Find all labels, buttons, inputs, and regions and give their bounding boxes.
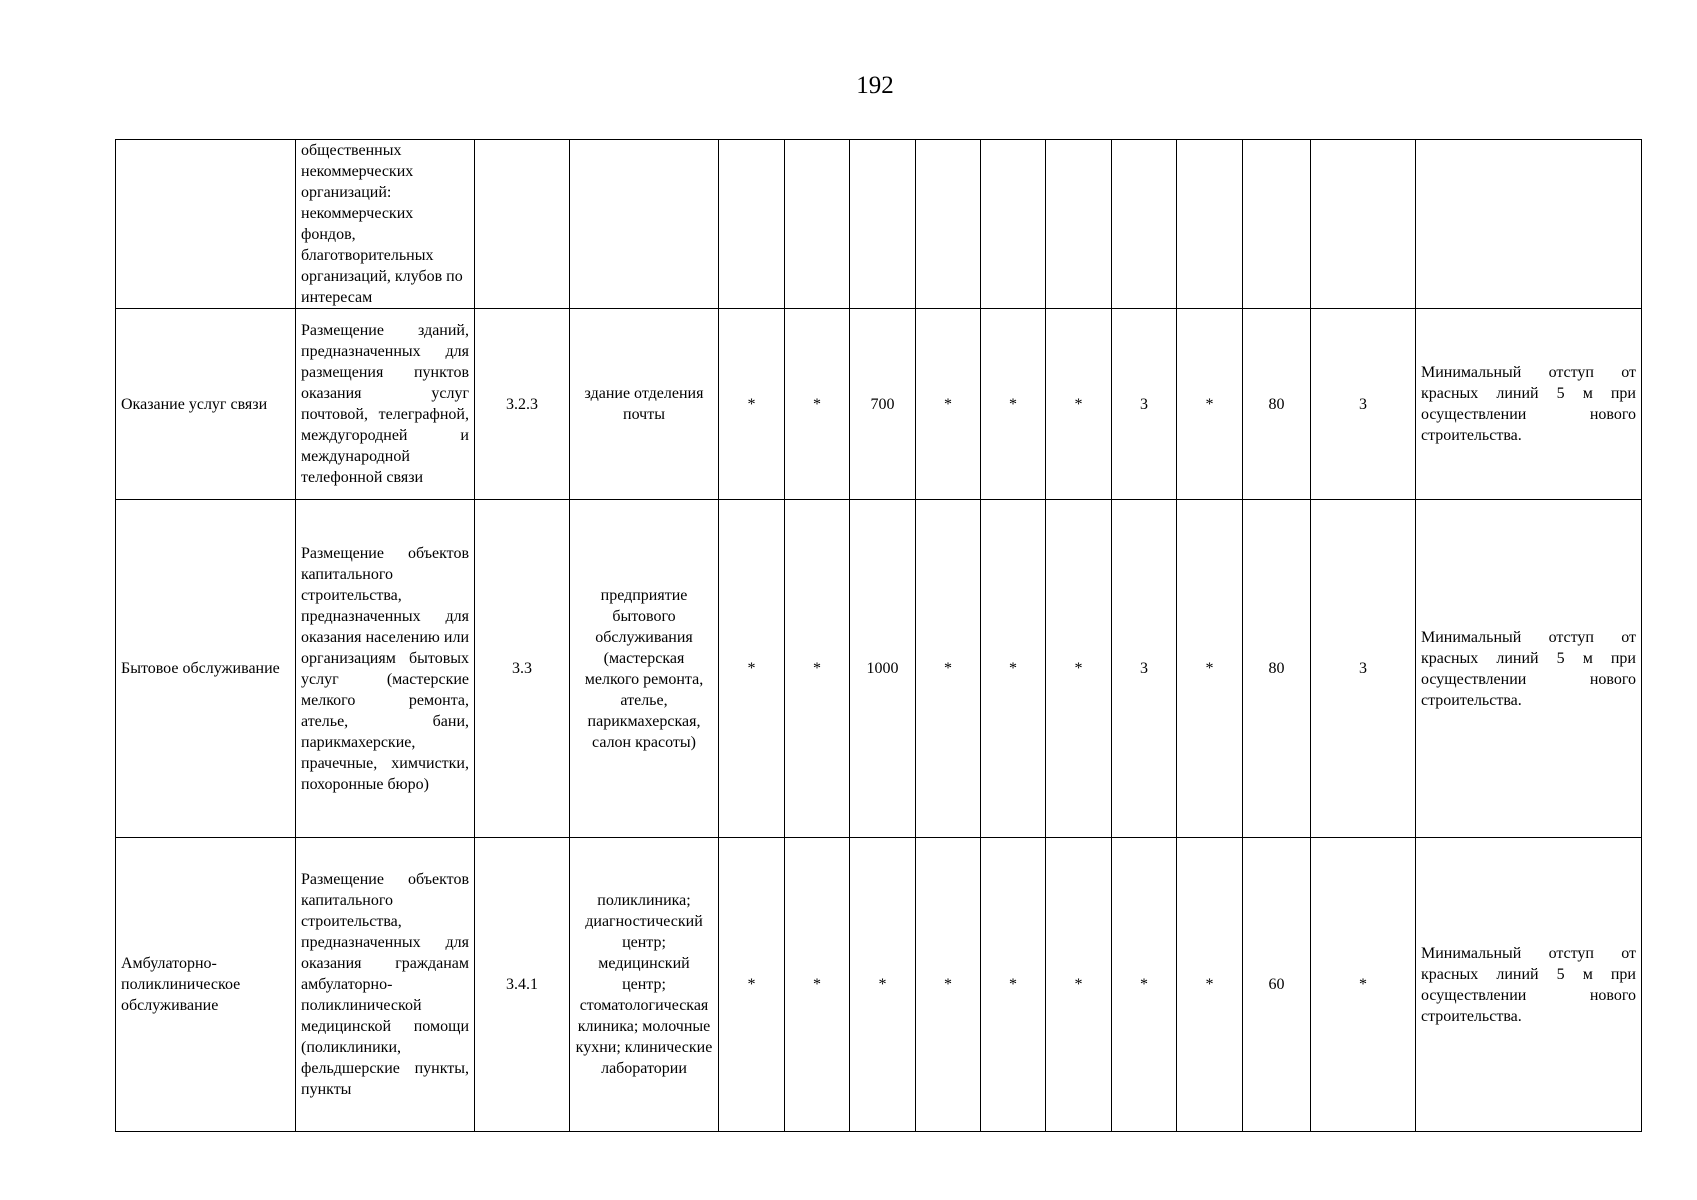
cell-code: 3.2.3	[475, 309, 570, 500]
cell-value: 3	[1311, 309, 1416, 500]
cell-value	[1046, 140, 1112, 309]
cell-name: Оказание услуг связи	[116, 309, 296, 500]
cell-value	[1243, 140, 1311, 309]
cell-value: 3	[1112, 500, 1177, 838]
cell-value	[1177, 140, 1243, 309]
cell-object: здание отделения почты	[570, 309, 719, 500]
cell-code: 3.3	[475, 500, 570, 838]
cell-description: Размещение объектов капитального строительства, предназначенных для оказания населению или организациям бытовых услуг (мастерские мелкого ремонта, ателье, бани, парикмахерские, прачечные, химчистки, похоронные бюро)	[296, 500, 475, 838]
cell-value	[719, 140, 785, 309]
cell-value: *	[1177, 838, 1243, 1132]
regulations-table	[115, 139, 1642, 1132]
cell-name: Амбулаторно-поликлиническое обслуживание	[116, 838, 296, 1132]
cell-value	[1311, 140, 1416, 309]
cell-description: Размещение зданий, предназначенных для размещения пунктов оказания услуг почтовой, телеграфной, междугородней и международной телефонной связи	[296, 309, 475, 500]
page-number: 192	[856, 72, 894, 99]
cell-value	[1112, 140, 1177, 309]
cell-name	[116, 140, 296, 309]
cell-value: *	[916, 838, 981, 1132]
cell-value: *	[719, 838, 785, 1132]
cell-value: *	[1046, 838, 1112, 1132]
table-row	[116, 838, 1642, 1132]
cell-value: *	[1177, 309, 1243, 500]
cell-value: *	[1311, 838, 1416, 1132]
cell-value	[916, 140, 981, 309]
cell-object: поликлиника; диагностический центр; медицинский центр; стоматологическая клиника; молочные кухни; клинические лаборатории	[570, 838, 719, 1132]
cell-value: *	[981, 309, 1046, 500]
cell-note: Минимальный отступ от красных линий 5 м при осуществлении нового строительства.	[1416, 309, 1642, 500]
cell-note: Минимальный отступ от красных линий 5 м при осуществлении нового строительства.	[1416, 838, 1642, 1132]
cell-code: 3.4.1	[475, 838, 570, 1132]
cell-value: 80	[1243, 500, 1311, 838]
cell-value: 60	[1243, 838, 1311, 1132]
cell-value	[981, 140, 1046, 309]
cell-value: *	[719, 309, 785, 500]
cell-value: *	[981, 838, 1046, 1132]
cell-value: 1000	[850, 500, 916, 838]
cell-value: 3	[1311, 500, 1416, 838]
cell-note: Минимальный отступ от красных линий 5 м при осуществлении нового строительства.	[1416, 500, 1642, 838]
cell-object	[570, 140, 719, 309]
table-row	[116, 309, 1642, 500]
cell-name: Бытовое обслуживание	[116, 500, 296, 838]
cell-description: Размещение объектов капитального строительства, предназначенных для оказания гражданам амбулаторно-поликлинической медицинской помощи (поликлиники, фельдшерские пункты, пункты	[296, 838, 475, 1132]
cell-value: *	[1112, 838, 1177, 1132]
cell-value: *	[1046, 309, 1112, 500]
cell-value: *	[916, 309, 981, 500]
cell-value: *	[1046, 500, 1112, 838]
cell-description: общественных некоммерческих организаций: некоммерческих фондов, благотворительных организаций, клубов по интересам	[296, 140, 475, 309]
cell-value	[850, 140, 916, 309]
cell-value: 700	[850, 309, 916, 500]
cell-value: 3	[1112, 309, 1177, 500]
cell-value: *	[1177, 500, 1243, 838]
cell-value: *	[981, 500, 1046, 838]
cell-value	[785, 140, 850, 309]
cell-value: *	[850, 838, 916, 1132]
cell-object: предприятие бытового обслуживания (мастерская мелкого ремонта, ателье, парикмахерская, салон красоты)	[570, 500, 719, 838]
cell-value: *	[785, 500, 850, 838]
cell-note	[1416, 140, 1642, 309]
cell-value: *	[719, 500, 785, 838]
cell-value: *	[785, 309, 850, 500]
cell-value: 80	[1243, 309, 1311, 500]
cell-value: *	[785, 838, 850, 1132]
table-row	[116, 140, 1642, 309]
cell-value: *	[916, 500, 981, 838]
cell-code	[475, 140, 570, 309]
table-row	[116, 500, 1642, 838]
